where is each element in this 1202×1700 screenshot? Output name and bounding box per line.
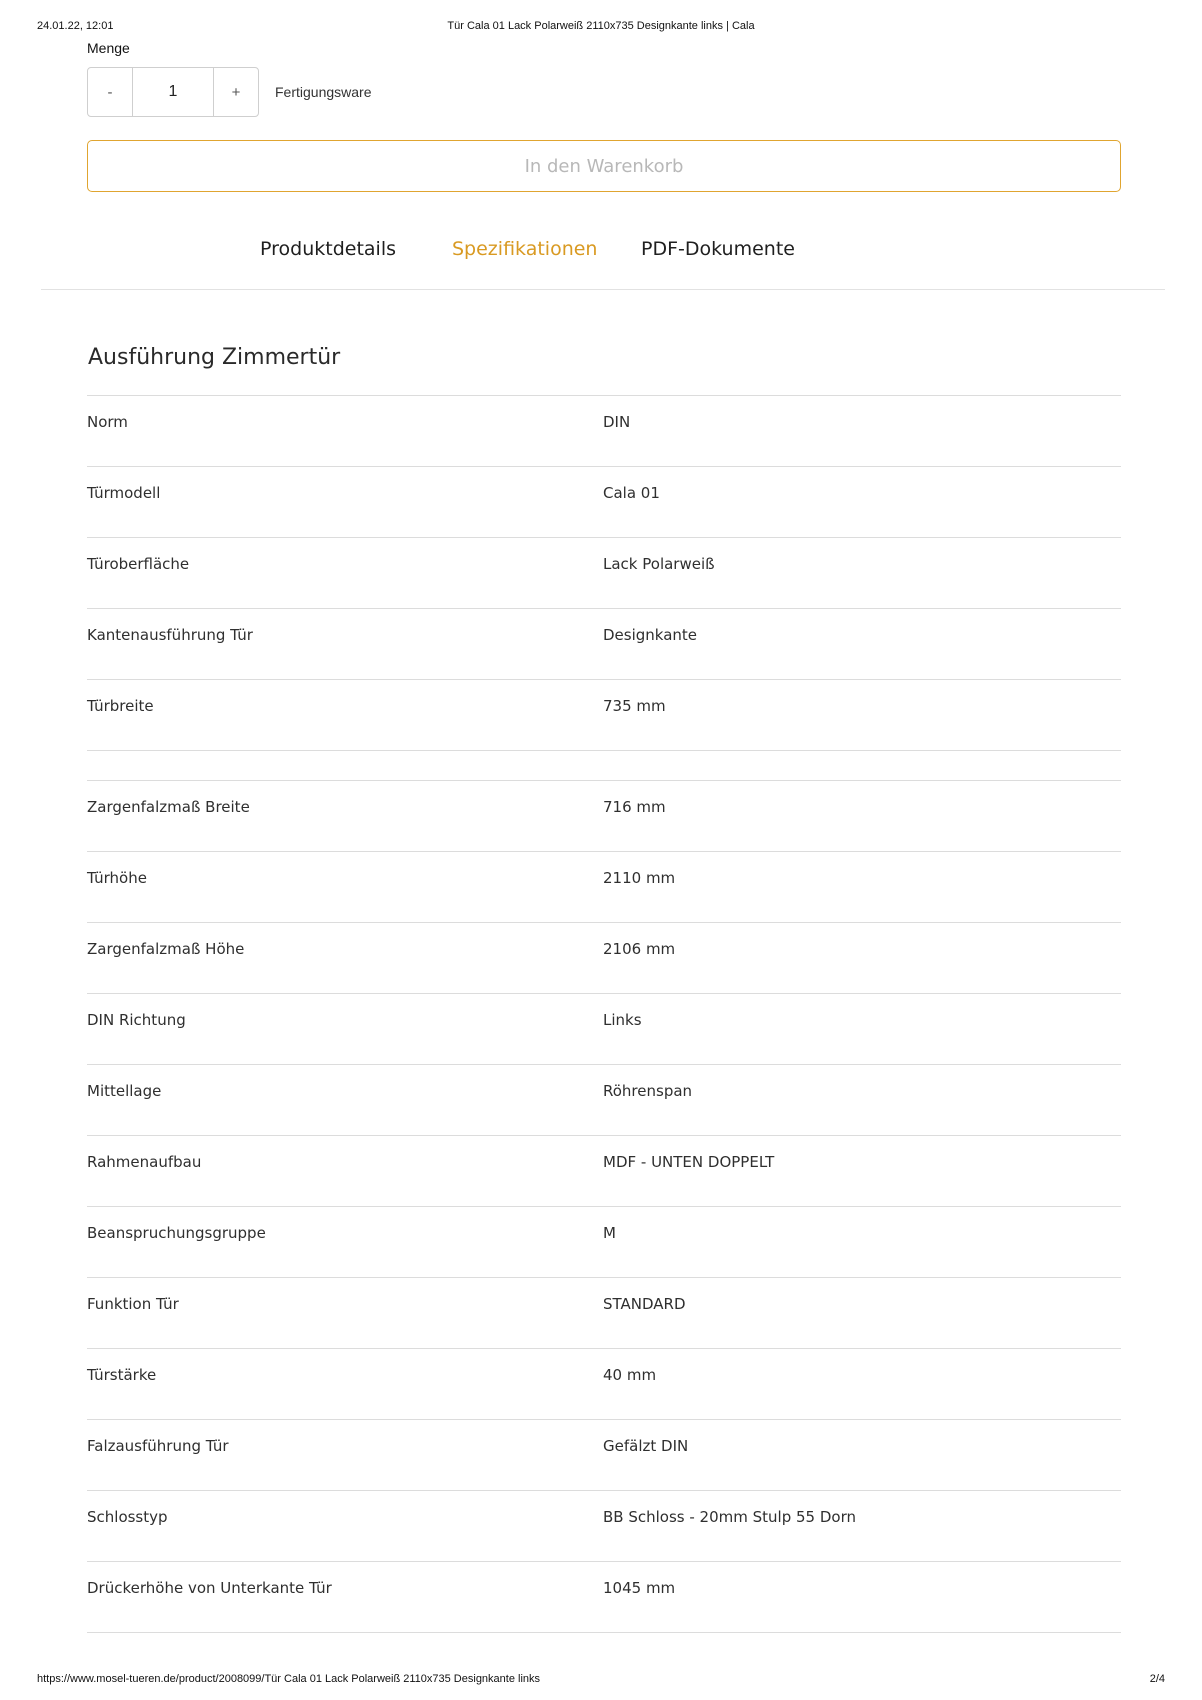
- spec-row: [87, 1064, 1121, 1135]
- product-tabs: [0, 238, 1202, 268]
- spec-value: 716 mm: [603, 798, 666, 816]
- spec-row: [87, 1206, 1121, 1277]
- spec-key: Zargenfalzmaß Breite: [87, 798, 250, 816]
- quantity-input[interactable]: 1: [132, 68, 214, 116]
- spec-key: Türhöhe: [87, 869, 147, 887]
- spec-row: [87, 1348, 1121, 1419]
- spec-row: [87, 780, 1121, 851]
- section-title: Ausführung Zimmertür: [88, 345, 341, 370]
- spec-key: Beanspruchungsgruppe: [87, 1224, 266, 1242]
- spec-value: M: [603, 1224, 616, 1242]
- print-url: https://www.mosel-tueren.de/product/2008099/Tür Cala 01 Lack Polarweiß 2110x735 Designkante links: [37, 1673, 541, 1685]
- spec-key: Türstärke: [87, 1366, 157, 1384]
- table-end-divider: [87, 1632, 1121, 1633]
- spec-key: Türmodell: [87, 484, 161, 502]
- spec-key: DIN Richtung: [87, 1011, 186, 1029]
- spec-key: Funktion Tür: [87, 1295, 179, 1313]
- spec-key: Schlosstyp: [87, 1508, 168, 1526]
- print-datetime: 24.01.22, 12:01: [37, 20, 114, 32]
- spec-value: 2106 mm: [603, 940, 676, 958]
- spec-key: Norm: [87, 413, 128, 431]
- spec-row: [87, 851, 1121, 922]
- print-title: Tür Cala 01 Lack Polarweiß 2110x735 Designkante links | Cala: [447, 20, 755, 32]
- spec-key: Drückerhöhe von Unterkante Tür: [87, 1579, 332, 1597]
- add-to-cart-button[interactable]: In den Warenkorb: [87, 140, 1121, 192]
- spec-row: [87, 537, 1121, 608]
- spec-value: BB Schloss - 20mm Stulp 55 Dorn: [603, 1508, 856, 1526]
- spec-value: Lack Polarweiß: [603, 555, 715, 573]
- quantity-decrease-button[interactable]: -: [107, 83, 113, 101]
- tab-produktdetails[interactable]: Produktdetails: [260, 238, 396, 260]
- spec-key: Falzausführung Tür: [87, 1437, 229, 1455]
- spec-key: Kantenausführung Tür: [87, 626, 253, 644]
- spec-value: 40 mm: [603, 1366, 657, 1384]
- spec-value: Cala 01: [603, 484, 660, 502]
- spec-row: [87, 679, 1121, 750]
- quantity-stepper: [87, 67, 259, 117]
- tab-pdf-dokumente[interactable]: PDF-Dokumente: [641, 238, 795, 260]
- quantity-label: Menge: [87, 40, 130, 56]
- spec-row: [87, 922, 1121, 993]
- spec-key: Türbreite: [87, 697, 154, 715]
- spec-row: [87, 993, 1121, 1064]
- spec-row: [87, 1419, 1121, 1490]
- tabs-divider: [41, 289, 1165, 290]
- tab-spezifikationen[interactable]: Spezifikationen: [452, 238, 598, 260]
- print-page-number: 2/4: [1149, 1673, 1165, 1685]
- spec-value: Links: [603, 1011, 642, 1029]
- spec-value: 735 mm: [603, 697, 666, 715]
- spec-value: 2110 mm: [603, 869, 676, 887]
- spec-key: Mittellage: [87, 1082, 162, 1100]
- spec-row: [87, 1561, 1121, 1632]
- spec-value: Designkante: [603, 626, 698, 644]
- spec-row: [87, 1490, 1121, 1561]
- spec-value: STANDARD: [603, 1295, 686, 1313]
- spec-row: [87, 466, 1121, 537]
- spec-key: Rahmenaufbau: [87, 1153, 202, 1171]
- spec-table: [87, 395, 1121, 1633]
- spec-row: [87, 1135, 1121, 1206]
- spec-value: DIN: [603, 413, 631, 431]
- spec-key: Zargenfalzmaß Höhe: [87, 940, 245, 958]
- quantity-increase-button[interactable]: +: [231, 83, 241, 101]
- print-header: [37, 20, 1165, 32]
- spec-value: MDF - UNTEN DOPPELT: [603, 1153, 775, 1171]
- spec-key: Türoberfläche: [87, 555, 190, 573]
- spec-row: [87, 1277, 1121, 1348]
- spec-value: Gefälzt DIN: [603, 1437, 689, 1455]
- stock-note: Fertigungsware: [275, 84, 372, 100]
- spec-value: 1045 mm: [603, 1579, 676, 1597]
- spec-row-empty: [87, 750, 1121, 780]
- spec-value: Röhrenspan: [603, 1082, 693, 1100]
- spec-row: [87, 395, 1121, 466]
- print-footer: [37, 1673, 1165, 1685]
- spec-row: [87, 608, 1121, 679]
